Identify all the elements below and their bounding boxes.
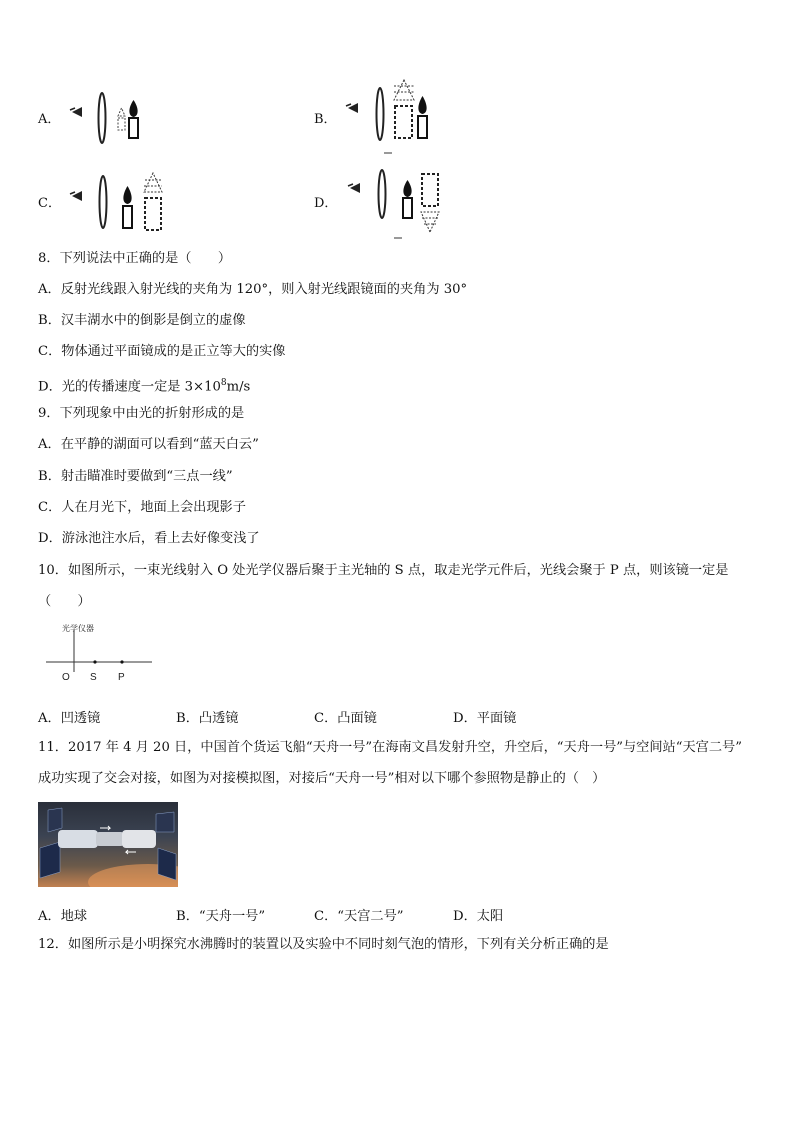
q7-option-d-label: D． <box>314 196 338 211</box>
q8-option-d-exponent: 8 <box>220 378 227 388</box>
q7-option-a-figure <box>66 90 156 146</box>
q10-option-b: B．凸透镜 <box>176 711 239 726</box>
q8-option-c: C．物体通过平面镜成的是正立等大的实像 <box>38 344 286 359</box>
q9-option-b: B．射击瞄准时要做到“三点一线” <box>38 469 233 484</box>
q11-option-b: B．“天舟一号” <box>176 909 266 924</box>
q10-option-a: A．凹透镜 <box>38 711 101 726</box>
q12-stem: 12．如图所示是小明探究水沸腾时的装置以及实验中不同时刻气泡的情形，下列有关分析正确的是 <box>38 937 609 952</box>
q8-option-b: B．汉丰湖水中的倒影是倒立的虚像 <box>38 313 246 328</box>
q10-figure-label-p: P <box>118 672 125 683</box>
q7-option-c-figure <box>66 170 166 236</box>
q10-option-c: C．凸面镜 <box>314 711 377 726</box>
q8-option-d-unit: m/s <box>226 379 251 395</box>
q10-figure-caption: 光学仪器 <box>62 624 94 633</box>
q10-option-d: D．平面镜 <box>453 711 517 726</box>
q8-stem: 8．下列说法中正确的是（ ） <box>38 251 232 266</box>
q8-option-a: A．反射光线跟入射光线的夹角为 120°，则入射光线跟镜面的夹角为 30° <box>38 282 468 297</box>
q10-optics-figure <box>44 620 156 686</box>
q8-option-d-text: D．光的传播速度一定是 3×10 <box>38 379 221 395</box>
q11-option-d: D．太阳 <box>453 909 504 924</box>
q8-option-d <box>38 374 250 396</box>
q11-option-a: A．地球 <box>38 909 88 924</box>
q7-option-d-figure <box>344 168 444 240</box>
q7-option-a-label: A． <box>38 112 61 127</box>
q9-option-d: D．游泳池注水后，看上去好像变浅了 <box>38 531 260 546</box>
q11-stem-line1: 11．2017 年 4 月 20 日，中国首个货运飞船“天舟一号”在海南文昌发射升空，升空后，“天舟一号”与空间站“天宫二号” <box>38 740 742 755</box>
q11-stem-line2: 成功实现了交会对接，如图为对接模拟图，对接后“天舟一号”相对以下哪个参照物是静止的（ ） <box>38 771 606 786</box>
q10-figure-label-o: O <box>62 672 70 683</box>
q11-docking-photo <box>38 802 178 887</box>
q10-figure-label-s: S <box>90 672 97 683</box>
q7-option-b-label: B． <box>314 112 337 127</box>
q7-option-b-figure <box>344 78 444 156</box>
q10-stem: 10．如图所示，一束光线射入 O 处光学仪器后聚于主光轴的 S 点，取走光学元件后，光线会聚于 P 点，则该镜一定是 <box>38 563 729 578</box>
q10-paren: （ ） <box>38 594 91 609</box>
q9-stem: 9．下列现象中由光的折射形成的是 <box>38 406 245 421</box>
q9-option-c: C．人在月光下，地面上会出现影子 <box>38 500 246 515</box>
q9-option-a: A．在平静的湖面可以看到“蓝天白云” <box>38 437 259 452</box>
q11-option-c: C．“天宫二号” <box>314 909 404 924</box>
q7-option-c-label: C． <box>38 196 61 211</box>
